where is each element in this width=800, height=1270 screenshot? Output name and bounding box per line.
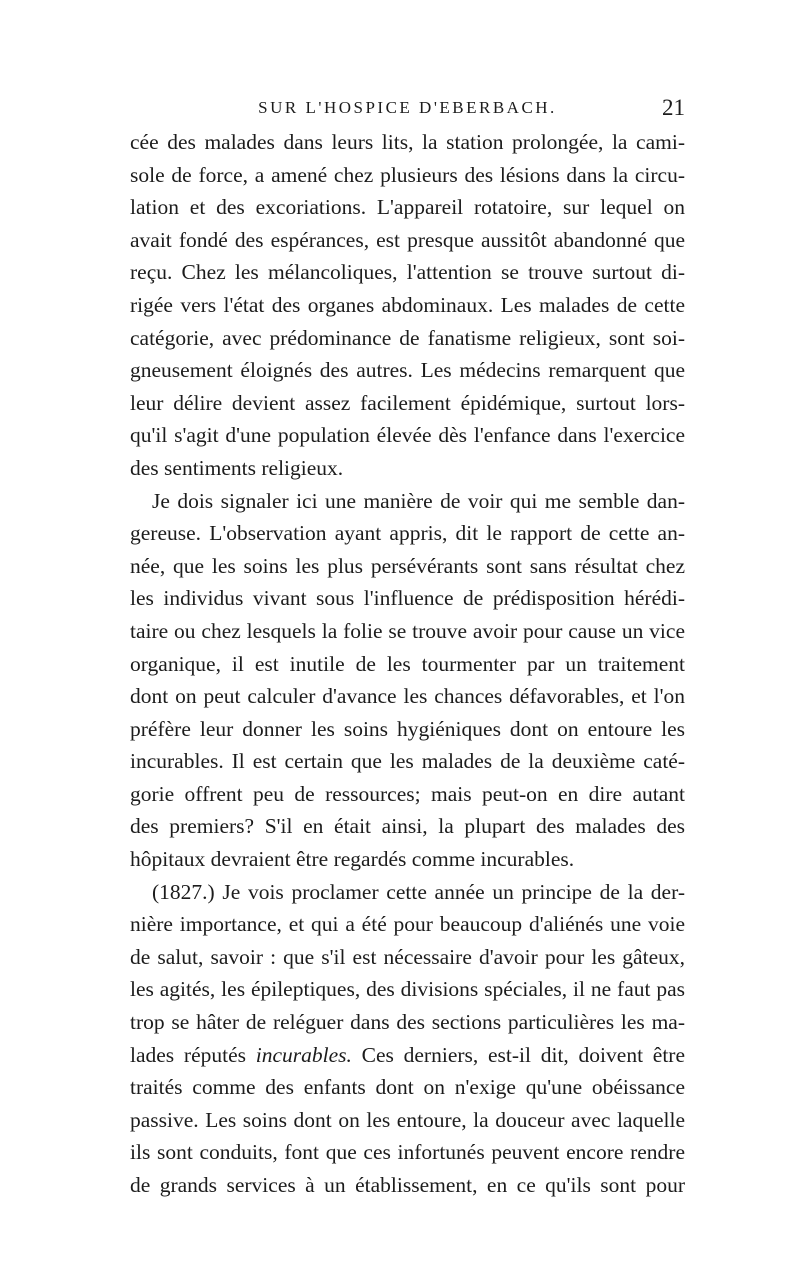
text-line: (1827.) Je vois proclamer cette année un principe de la der-	[152, 879, 685, 904]
text-line: sole de force, a amené chez plusieurs des lésions dans la circu-	[130, 162, 685, 187]
text-line: hôpitaux devraient être regardés comme incurables.	[130, 847, 575, 872]
text-line: reçu. Chez les mélancoliques, l'attention se trouve surtout di-	[130, 260, 685, 285]
text-line: gorie offrent peu de ressources; mais peut-on en dire autant	[130, 781, 685, 806]
text-line: incurables. Il est certain que les malades de la deuxième caté-	[130, 749, 685, 774]
text-line: traités comme des enfants dont on n'exige qu'une obéissance	[130, 1075, 685, 1100]
text-line: ils sont conduits, font que ces infortunés peuvent encore rendre	[130, 1140, 685, 1165]
italic-term: incurables.	[255, 1042, 352, 1067]
text-line: gneusement éloignés des autres. Les médecins remarquent que	[130, 358, 685, 383]
page-number: 21	[662, 95, 685, 120]
running-title: SUR L'HOSPICE D'EBERBACH.	[258, 98, 557, 117]
text-line: les individus vivant sous l'influence de prédisposition hérédi-	[130, 586, 685, 611]
text-line: dont on peut calculer d'avance les chances défavorables, et l'on	[130, 684, 685, 709]
text-line: leur délire devient assez facilement épidémique, surtout lors-	[130, 390, 685, 415]
text-line: catégorie, avec prédominance de fanatisme religieux, sont soi-	[130, 325, 685, 350]
text-line: trop se hâter de reléguer dans des sections particulières les ma-	[130, 1010, 685, 1035]
text-line: organique, il est inutile de les tourmenter par un traitement	[130, 651, 685, 676]
text-line: taire ou chez lesquels la folie se trouve avoir pour cause un vice	[130, 618, 685, 643]
text-line: les agités, les épileptiques, des divisions spéciales, il ne faut pas	[130, 977, 685, 1002]
text-line: des premiers? S'il en était ainsi, la plupart des malades des	[130, 814, 685, 839]
running-head	[130, 93, 685, 123]
text-line: qu'il s'agit d'une population élevée dès l'enfance dans l'exercice	[130, 423, 685, 448]
text-line: cée des malades dans leurs lits, la station prolongée, la cami-	[130, 130, 685, 154]
body-text	[130, 126, 685, 1202]
text-line: rigée vers l'état des organes abdominaux. Les malades de cette	[130, 292, 685, 317]
text-line: de grands services à un établissement, en ce qu'ils sont pour	[130, 1173, 685, 1197]
text-line: avait fondé des espérances, est presque aussitôt abandonné que	[130, 227, 685, 252]
text-line: Je dois signaler ici une manière de voir qui me semble dan-	[152, 488, 685, 513]
text-line: nière importance, et qui a été pour beaucoup d'aliénés une voie	[130, 912, 685, 937]
text-line: préfère leur donner les soins hygiéniques dont on entoure les	[130, 716, 685, 741]
text-line: lation et des excoriations. L'appareil rotatoire, sur lequel on	[130, 195, 685, 220]
text-line: de salut, savoir : que s'il est nécessaire d'avoir pour les gâteux,	[130, 944, 685, 969]
text-line: passive. Les soins dont on les entoure, la douceur avec laquelle	[130, 1107, 685, 1132]
text-line: née, que les soins les plus persévérants sont sans résultat chez	[130, 553, 685, 578]
text-line: gereuse. L'observation ayant appris, dit le rapport de cette an-	[130, 521, 685, 546]
text-line: des sentiments religieux.	[130, 455, 344, 480]
text-line-with-italic: lades réputés incurables. Ces derniers, est-il dit, doivent être	[130, 1042, 685, 1067]
